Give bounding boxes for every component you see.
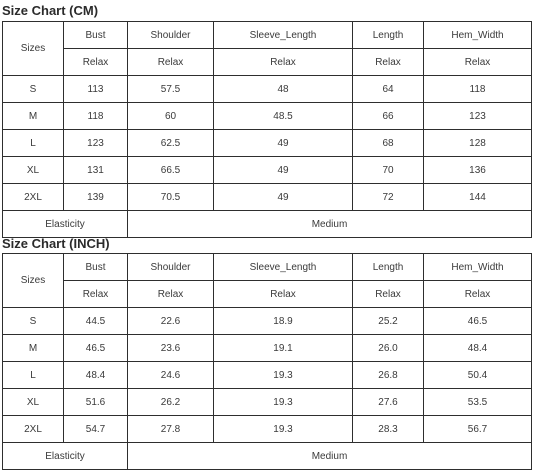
table-row	[3, 184, 532, 211]
size-cell: M	[3, 335, 64, 362]
value-cell: 60	[128, 103, 214, 130]
col-header-sleeve-length: Sleeve_Length	[214, 254, 353, 281]
value-cell: 139	[64, 184, 128, 211]
value-cell: 131	[64, 157, 128, 184]
sizes-header: Sizes	[3, 254, 64, 308]
size-cell: 2XL	[3, 416, 64, 443]
value-cell: 113	[64, 76, 128, 103]
subheader-row	[3, 49, 532, 76]
value-cell: 118	[424, 76, 532, 103]
elasticity-row	[3, 443, 532, 470]
value-cell: 128	[424, 130, 532, 157]
subheader-cell: Relax	[64, 281, 128, 308]
size-cell: L	[3, 130, 64, 157]
table-row	[3, 416, 532, 443]
value-cell: 144	[424, 184, 532, 211]
table-row	[3, 335, 532, 362]
value-cell: 62.5	[128, 130, 214, 157]
value-cell: 48	[214, 76, 353, 103]
subheader-cell: Relax	[353, 49, 424, 76]
value-cell: 56.7	[424, 416, 532, 443]
value-cell: 49	[214, 184, 353, 211]
table-row	[3, 103, 532, 130]
elasticity-label: Elasticity	[3, 443, 128, 470]
value-cell: 19.3	[214, 362, 353, 389]
value-cell: 24.6	[128, 362, 214, 389]
value-cell: 72	[353, 184, 424, 211]
value-cell: 49	[214, 130, 353, 157]
value-cell: 27.8	[128, 416, 214, 443]
col-header-shoulder: Shoulder	[128, 254, 214, 281]
value-cell: 54.7	[64, 416, 128, 443]
value-cell: 44.5	[64, 308, 128, 335]
value-cell: 26.2	[128, 389, 214, 416]
size-cell: XL	[3, 389, 64, 416]
col-header-length: Length	[353, 254, 424, 281]
size-cell: M	[3, 103, 64, 130]
value-cell: 48.4	[424, 335, 532, 362]
value-cell: 26.0	[353, 335, 424, 362]
value-cell: 25.2	[353, 308, 424, 335]
value-cell: 123	[424, 103, 532, 130]
value-cell: 64	[353, 76, 424, 103]
subheader-cell: Relax	[214, 281, 353, 308]
header-row	[3, 254, 532, 281]
value-cell: 46.5	[64, 335, 128, 362]
size-cell: 2XL	[3, 184, 64, 211]
elasticity-value: Medium	[128, 443, 532, 470]
value-cell: 70.5	[128, 184, 214, 211]
subheader-cell: Relax	[353, 281, 424, 308]
value-cell: 118	[64, 103, 128, 130]
sizes-header: Sizes	[3, 22, 64, 76]
value-cell: 68	[353, 130, 424, 157]
value-cell: 46.5	[424, 308, 532, 335]
col-header-bust: Bust	[64, 254, 128, 281]
subheader-cell: Relax	[128, 49, 214, 76]
value-cell: 18.9	[214, 308, 353, 335]
value-cell: 26.8	[353, 362, 424, 389]
table-row	[3, 308, 532, 335]
size-chart-cm-title: Size Chart (CM)	[2, 3, 99, 18]
subheader-cell: Relax	[64, 49, 128, 76]
table-row	[3, 389, 532, 416]
value-cell: 50.4	[424, 362, 532, 389]
value-cell: 70	[353, 157, 424, 184]
size-cell: L	[3, 362, 64, 389]
value-cell: 23.6	[128, 335, 214, 362]
table-row	[3, 76, 532, 103]
col-header-hem-width: Hem_Width	[424, 22, 532, 49]
value-cell: 123	[64, 130, 128, 157]
col-header-shoulder: Shoulder	[128, 22, 214, 49]
subheader-cell: Relax	[424, 49, 532, 76]
table-row	[3, 130, 532, 157]
value-cell: 48.5	[214, 103, 353, 130]
elasticity-value: Medium	[128, 211, 532, 238]
subheader-cell: Relax	[424, 281, 532, 308]
value-cell: 57.5	[128, 76, 214, 103]
value-cell: 51.6	[64, 389, 128, 416]
value-cell: 22.6	[128, 308, 214, 335]
subheader-cell: Relax	[128, 281, 214, 308]
col-header-bust: Bust	[64, 22, 128, 49]
size-chart-inch-title: Size Chart (INCH)	[2, 236, 110, 251]
value-cell: 28.3	[353, 416, 424, 443]
value-cell: 19.3	[214, 416, 353, 443]
size-chart-inch-table	[2, 253, 532, 470]
value-cell: 53.5	[424, 389, 532, 416]
value-cell: 27.6	[353, 389, 424, 416]
table-row	[3, 157, 532, 184]
value-cell: 19.1	[214, 335, 353, 362]
size-cell: S	[3, 308, 64, 335]
value-cell: 136	[424, 157, 532, 184]
table-row	[3, 362, 532, 389]
value-cell: 66.5	[128, 157, 214, 184]
col-header-sleeve-length: Sleeve_Length	[214, 22, 353, 49]
elasticity-label: Elasticity	[3, 211, 128, 238]
col-header-length: Length	[353, 22, 424, 49]
subheader-row	[3, 281, 532, 308]
header-row	[3, 22, 532, 49]
size-cell: XL	[3, 157, 64, 184]
elasticity-row	[3, 211, 532, 238]
size-cell: S	[3, 76, 64, 103]
value-cell: 48.4	[64, 362, 128, 389]
col-header-hem-width: Hem_Width	[424, 254, 532, 281]
value-cell: 19.3	[214, 389, 353, 416]
value-cell: 49	[214, 157, 353, 184]
size-chart-cm-table	[2, 21, 532, 238]
value-cell: 66	[353, 103, 424, 130]
subheader-cell: Relax	[214, 49, 353, 76]
